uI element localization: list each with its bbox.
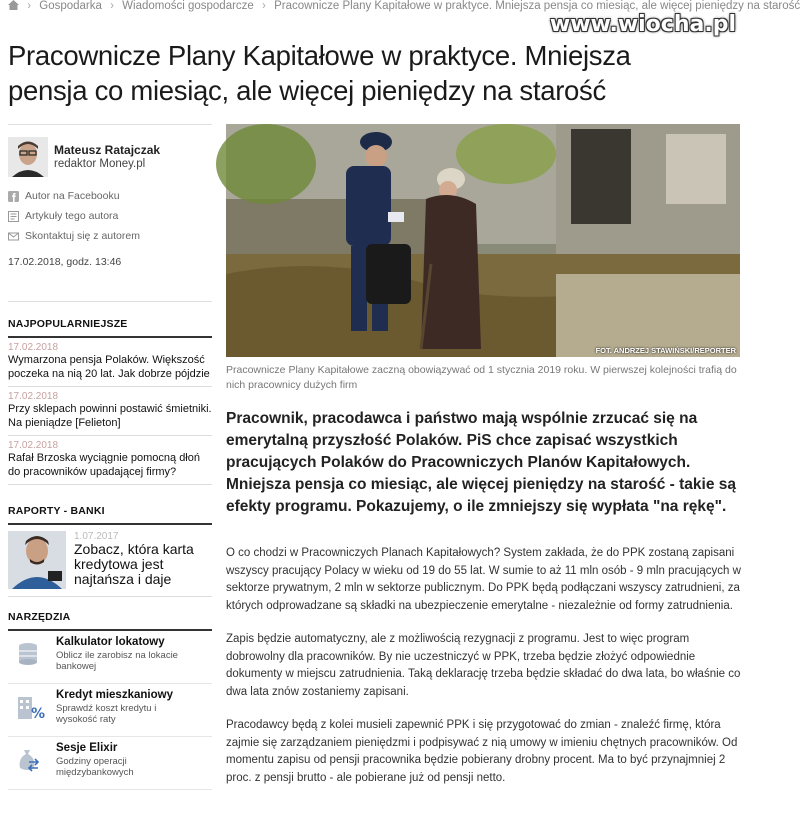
tool-item-mortgage[interactable] [8, 684, 212, 737]
list-item[interactable] [8, 436, 212, 485]
author-name[interactable]: Mateusz Ratajczak [54, 143, 161, 157]
tool-title[interactable]: Kredyt mieszkaniowy [56, 689, 173, 701]
list-item-date: 17.02.2018 [8, 440, 59, 451]
author-contact-link[interactable]: Skontaktuj się z autorem [8, 226, 212, 246]
list-item-title[interactable]: Przy sklepach powinni postawić śmietniki. Na pieniądze [Felieton] [8, 403, 212, 429]
tool-desc: Oblicz ile zarobisz na lokacie bankowej [56, 650, 178, 672]
list-item[interactable] [8, 338, 212, 387]
articles-icon [8, 211, 19, 222]
tools-section [8, 611, 212, 790]
tools-heading: NARZĘDZIA [8, 611, 212, 631]
article-lead: Pracownik, pracodawca i państwo mają wspólnie zrzucać się na emerytalną przyszłość Polaków. PiS chce zapisać wszystkich pracujących Polaków do Pracowniczych Planów Kapitałowych. Mniejsza pensja co miesiąc, ale więcej pieniędzy na starość - takie są efekty programu. Pokazujemy, o ile zmniejszy się wypłata "na rękę". [226, 410, 737, 515]
tool-item-elixir[interactable] [8, 737, 212, 790]
money-bag-icon [16, 744, 42, 774]
report-title[interactable]: Zobacz, która karta kredytowa jest najtańsza i daje [74, 541, 194, 587]
photo-credit: FOT. ANDRZEJ STAWIŃSKI/REPORTER [595, 346, 736, 355]
home-icon[interactable] [8, 0, 19, 10]
popular-section [8, 318, 212, 485]
reports-section [8, 505, 212, 597]
report-date: 1.07.2017 [74, 531, 119, 542]
photo-caption: Pracownicze Plany Kapitałowe zaczną obowiązywać od 1 stycznia 2019 roku. W pierwszej kolejności trafią do nich pracownicy dużych firm [226, 364, 737, 391]
facebook-icon [8, 191, 19, 202]
list-item-title[interactable]: Rafał Brzoska wyciągnie pomocną dłoń do pracowników upadającej firmy? [8, 452, 200, 478]
author-avatar[interactable] [8, 137, 48, 177]
tool-title[interactable]: Sesje Elixir [56, 742, 118, 754]
svg-text:%: % [31, 706, 46, 722]
article-paragraph: O co chodzi w Pracowniczych Planach Kapitałowych? System zakłada, że do PPK zostaną zapisani wszyscy pracujący Polacy w wieku od 19 do 55 lat. W sumie to aż 11 mln osób - 9 mln pracujących w sektorze prywatnym, 2 mln w sektorze publicznym. Do PPK będą podłączani wszyscy zatrudnieni, za których odprowadzane są składki na ubezpieczenie emerytalne - niezależnie od formy zatrudnienia. [226, 547, 741, 612]
report-thumbnail[interactable] [8, 531, 66, 589]
author-articles-link[interactable]: Artykuły tego autora [8, 206, 212, 226]
article-title: Pracownicze Plany Kapitałowe w praktyce. Mniejsza pensja co miesiąc, ale więcej pieniędzy na starość [8, 40, 631, 106]
breadcrumb-link-wiadomosci[interactable]: Wiadomości gospodarcze [122, 0, 254, 12]
breadcrumb-link-gospodarka[interactable]: Gospodarka [39, 0, 102, 12]
author-facebook-link[interactable]: Autor na Facebooku [8, 186, 212, 206]
author-role: redaktor Money.pl [54, 158, 146, 170]
list-item-title[interactable]: Wymarzona pensja Polaków. Większość poczeka na nią 20 lat. Jak dobrze pójdzie [8, 354, 210, 380]
article-paragraph: Pracodawcy będą z kolei musieli zapewnić PPK i się przygotować do zmian - znaleźć firmę, która zajmie się zarządzaniem pieniędzmi i podpisywać z nią umowy w imieniu chętnych pracowników. Od momentu zapisu od pensji pracownika będzie pobierany drobny procent. Ma to być przynajmniej 2 proc. z pensji brutto - ale pobierane już od pensji netto. [226, 719, 738, 784]
breadcrumb-current: Pracownicze Plany Kapitałowe w praktyce. Mniejsza pensja co miesiąc, ale więcej pieniędzy na starość [274, 0, 800, 12]
envelope-icon [8, 231, 19, 242]
tool-desc: Godziny operacji międzybankowych [56, 756, 134, 778]
list-item-date: 17.02.2018 [8, 342, 59, 353]
report-item[interactable] [8, 531, 212, 597]
article-paragraph: Zapis będzie automatyczny, ale z możliwością rezygnacji z programu. Jest to więc program dobrowolny dla pracowników. By nie uczestniczyć w PPK, trzeba będzie złożyć odpowiednie dokumenty w miejscu zatrudnienia. Taką deklarację trzeba będzie składać do dwa lata, bo właśnie co dwa lata znów zostaniemy zapisani. [226, 633, 741, 698]
author-box [8, 124, 212, 170]
list-item[interactable] [8, 387, 212, 436]
tool-title[interactable]: Kalkulator lokatowy [56, 636, 165, 648]
tool-desc: Sprawdź koszt kredytu i wysokość raty [56, 703, 157, 725]
article-body [226, 545, 746, 803]
popular-heading: NAJPOPULARNIEJSZE [8, 318, 212, 338]
list-item-date: 17.02.2018 [8, 391, 59, 402]
percent-building-icon [16, 691, 46, 722]
article-photo[interactable] [226, 124, 740, 357]
reports-heading: RAPORTY - BANKI [8, 505, 212, 525]
publish-date: 17.02.2018, godz. 13:46 [8, 256, 212, 302]
breadcrumb: › Gospodarka › Wiadomości gospodarcze › Pracownicze Plany Kapitałowe w praktyce. Mniejsza pensja co miesiąc, ale więcej pieniędzy na starość [8, 0, 568, 14]
tool-item-deposit-calculator[interactable] [8, 631, 212, 684]
sidebar [8, 124, 212, 790]
coins-icon [16, 638, 42, 668]
watermark: www.wiocha.pl [549, 12, 736, 37]
